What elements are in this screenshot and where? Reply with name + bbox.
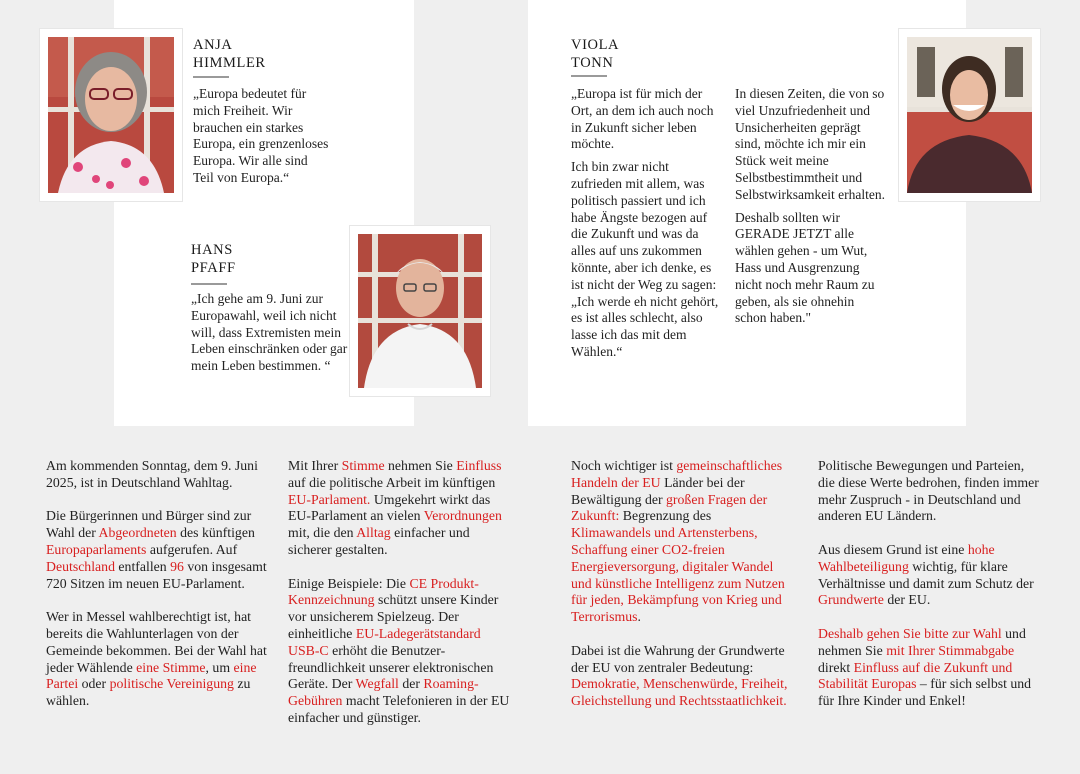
column-1-paragraph-2: Die Bürgerinnen und Bürger sind zur Wahl der Abgeordneten des künftigen Europaparlaments aufgerufen. Auf Deutschland entfallen 96 von insgesamt 720 Sitzen im neuen EU-Parlament. xyxy=(46,508,267,591)
column-2-paragraph-2: Einige Beispiele: Die CE Produkt-Kennzeichnung schützt unsere Kinder vor unsicherem Spielzeug. Der einheitliche EU-Ladegerätstandard USB-C erhöht die Benutzer-freundlichkeit unserer elektronischen Geräte. Der Wegfall der Roaming-Gebühren macht Telefonieren in der EU einfacher und günstiger. xyxy=(288,575,510,725)
column-4-paragraph-1: Politische Bewegungen und Parteien, die diese Werte bedrohen, finden immer mehr Zuspruch - in Deutschland und anderen EU Ländern. xyxy=(818,458,1039,524)
column-4-paragraph-2: Aus diesem Grund ist eine hohe Wahlbeteiligung wichtig, für klare Verhältnisse und damit zum Schutz der Grundwerte der EU. xyxy=(818,541,1034,608)
viola-name: VIOLA TONN xyxy=(571,37,620,71)
column-3-paragraph-2: Dabei ist die Wahrung der Grundwerte der EU von zentraler Bedeutung: Demokratie, Menschenwürde, Freiheit, Gleichstellung und Rechtsstaatlichkeit. xyxy=(571,642,788,709)
anja-portrait-photo xyxy=(48,37,174,193)
column-2-paragraph-1: Mit Ihrer Stimme nehmen Sie Einfluss auf die politische Arbeit im künftigen EU-Parlament. Umgekehrt wirkt das EU-Parlament an vielen Verordnungen mit, die den Alltag einfacher und sicherer gestalten. xyxy=(288,458,502,557)
text-column-1 xyxy=(46,458,268,727)
column-1-paragraph-1: Am kommenden Sonntag, dem 9. Juni 2025, ist in Deutschland Wahltag. xyxy=(46,458,258,490)
text-column-3 xyxy=(571,458,793,727)
anja-photo-frame xyxy=(40,29,182,201)
text-column-2 xyxy=(288,458,510,744)
text-column-4 xyxy=(818,458,1044,727)
column-1-paragraph-3: Wer in Messel wahlberechtigt ist, hat bereits die Wahlunterlagen von der Gemeinde bekommen. Bei der Wahl hat jeder Wählende eine Stimme, um eine Partei oder politische Vereinigung zu wählen. xyxy=(46,609,267,709)
column-4-paragraph-3: Deshalb gehen Sie bitte zur Wahl und nehmen Sie mit Ihrer Stimmabgabe direkt Einfluss auf die Zukunft und Stabilität Europas – für sich selbst und für Ihre Kinder und Enkel! xyxy=(818,625,1032,709)
column-3-paragraph-1: Noch wichtiger ist gemeinschaftliches Handeln der EU Länder bei der Bewältigung der großen Fragen der Zukunft: Begrenzung des Klimawandels und Artensterbens, Schaffung einer CO2-freien Energieversorgung, digitaler Wandel und künstliche Intelligenz zum Nutzen für jeden, Bekämpfung von Krieg und Terrorismus. xyxy=(571,458,785,625)
viola-photo-frame xyxy=(899,29,1040,201)
anja-name: ANJA HIMMLER xyxy=(193,37,266,71)
hans-portrait-photo xyxy=(358,234,482,388)
viola-name-underline xyxy=(571,75,607,77)
hans-quote: „Ich gehe am 9. Juni zur Europawahl, weil ich nicht will, dass Extremisten mein Leben einschränken oder gar mein Leben bestimmen. “ xyxy=(191,291,348,374)
hans-photo-frame xyxy=(350,226,490,396)
viola-quote-col2: In diesen Zeiten, die von so viel Unzufriedenheit und Unsicherheiten geprägt sind, möchte ich mir ein Stück weit meine Selbstbestimmtheit und Selbstwirksamkeit erhalten. Deshalb sollten wir GERADE JETZT alle wählen gehen - um Wut, Hass und Ausgrenzung nicht noch mehr Raum zu geben, als sie ohnehin schon haben." xyxy=(735,86,885,326)
anja-name-underline xyxy=(193,76,229,78)
hans-name: HANS PFAFF xyxy=(191,242,236,276)
viola-quote-col1: „Europa ist für mich der Ort, an dem ich auch noch in Zukunft sicher leben möchte. Ich bin zwar nicht zufrieden mit allem, was politisch passiert und ich habe Ängste bezogen auf die Zukunft und was da alles auf uns zukommen könnte, aber ich denke, es ist nicht der Weg zu sagen: „Ich werde eh nicht gehört, es ist alles schlecht, also lasse ich das mit dem Wählen.“ xyxy=(571,86,719,359)
viola-portrait-photo xyxy=(907,37,1032,193)
hans-name-underline xyxy=(191,283,227,285)
anja-quote: „Europa bedeutet für mich Freiheit. Wir brauchen ein starkes Europa, ein grenzenloses Europa. Wir alle sind Teil von Europa.“ xyxy=(193,86,329,185)
